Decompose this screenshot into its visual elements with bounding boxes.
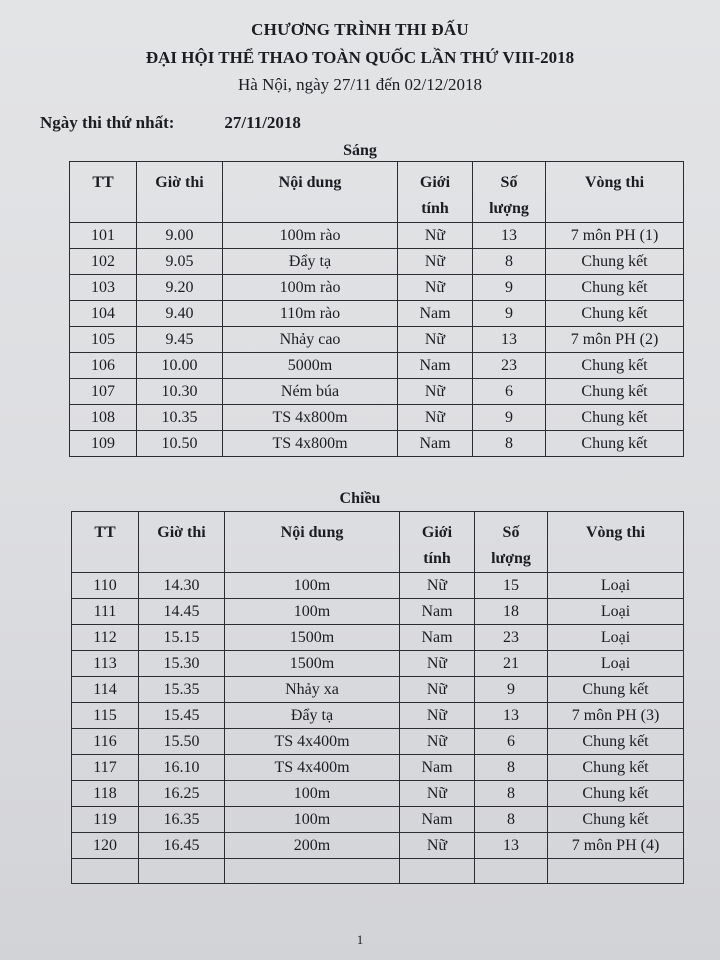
cell-count: 8: [473, 249, 546, 275]
cell-count: 13: [473, 327, 546, 353]
cell-gender: Nam: [398, 431, 473, 457]
col-count: Số lượng: [475, 512, 548, 573]
cell-time: 9.45: [137, 327, 223, 353]
day-date: 27/11/2018: [224, 113, 301, 132]
table-row: [72, 677, 684, 703]
cell-time: 10.50: [137, 431, 223, 457]
cell-time: 16.45: [139, 833, 225, 859]
cell-tt: 109: [70, 431, 137, 457]
cell-count: 8: [473, 431, 546, 457]
cell-time: 16.35: [139, 807, 225, 833]
cell-round: Loại: [548, 625, 684, 651]
table-row: [70, 249, 684, 275]
cell-event: 110m rào: [223, 301, 398, 327]
cell-gender: Nữ: [398, 223, 473, 249]
cell-round: Loại: [548, 651, 684, 677]
document-title: CHƯƠNG TRÌNH THI ĐẤU: [251, 20, 469, 39]
cell-count: 6: [473, 379, 546, 405]
col-count: Số lượng: [473, 162, 546, 223]
cell-count: 9: [473, 301, 546, 327]
cell-count: 15: [475, 573, 548, 599]
table-row: [70, 301, 684, 327]
cell-time: 10.30: [137, 379, 223, 405]
cell-time: 14.45: [139, 599, 225, 625]
cell-tt: 101: [70, 223, 137, 249]
cell-gender: Nữ: [398, 327, 473, 353]
cell-gender: Nữ: [400, 729, 475, 755]
cell-tt: 118: [72, 781, 139, 807]
cell-event: Đẩy tạ: [225, 703, 400, 729]
cell-count: 9: [473, 275, 546, 301]
cell-event: Ném búa: [223, 379, 398, 405]
cell-event: 100m: [225, 807, 400, 833]
cell-event: 100m: [225, 781, 400, 807]
cell-round: 7 môn PH (2): [546, 327, 684, 353]
cell-round: Chung kết: [548, 781, 684, 807]
cell-gender: Nữ: [398, 405, 473, 431]
cell-gender: Nữ: [400, 781, 475, 807]
cell-round: 7 môn PH (3): [548, 703, 684, 729]
table-row: [72, 599, 684, 625]
event-name: ĐẠI HỘI THỂ THAO TOÀN QUỐC LẦN THỨ VIII-2018: [145, 48, 575, 67]
afternoon-schedule-table: [71, 511, 684, 884]
cell-gender: Nữ: [400, 573, 475, 599]
cell-tt: 106: [70, 353, 137, 379]
col-event: Nội dung: [223, 162, 398, 223]
cell-round: Loại: [548, 599, 684, 625]
col-tt: TT: [70, 162, 137, 223]
cell-round: 7 môn PH (1): [546, 223, 684, 249]
cell-gender: Nam: [400, 807, 475, 833]
cell-round: Chung kết: [546, 405, 684, 431]
cell-gender: Nam: [400, 625, 475, 651]
table-row: [70, 223, 684, 249]
cell-gender: Nữ: [400, 651, 475, 677]
cell-event: 100m rào: [223, 223, 398, 249]
cell-event: 100m: [225, 573, 400, 599]
cell-round: 7 môn PH (4): [548, 833, 684, 859]
cell-round: Chung kết: [546, 353, 684, 379]
table-row: [72, 833, 684, 859]
cell-tt: 103: [70, 275, 137, 301]
cell-count: 21: [475, 651, 548, 677]
cell-count: 8: [475, 781, 548, 807]
table-header-row: [70, 162, 684, 223]
cell-tt: 119: [72, 807, 139, 833]
cell-gender: Nữ: [398, 379, 473, 405]
cell-count: 8: [475, 807, 548, 833]
col-time: Giờ thi: [139, 512, 225, 573]
table-row: [72, 625, 684, 651]
col-round: Vòng thi: [546, 162, 684, 223]
table-row: [70, 275, 684, 301]
cell-tt: 120: [72, 833, 139, 859]
table-row: [70, 379, 684, 405]
cell-count: 9: [473, 405, 546, 431]
cell-count: 8: [475, 755, 548, 781]
cell-count: 13: [473, 223, 546, 249]
col-round: Vòng thi: [548, 512, 684, 573]
cell-round: Chung kết: [548, 729, 684, 755]
cell-round: Chung kết: [548, 677, 684, 703]
cell-round: Loại: [548, 573, 684, 599]
cell-count: 23: [473, 353, 546, 379]
table-row: [72, 573, 684, 599]
cell-gender: Nam: [398, 301, 473, 327]
cell-round: Chung kết: [546, 249, 684, 275]
cell-time: 14.30: [139, 573, 225, 599]
cell-time: 10.35: [137, 405, 223, 431]
cell-round: Chung kết: [546, 431, 684, 457]
cell-event: 1500m: [225, 625, 400, 651]
cell-event: Nhảy cao: [223, 327, 398, 353]
cell-event: Nhảy xa: [225, 677, 400, 703]
cell-gender: Nam: [400, 599, 475, 625]
cell-time: 10.00: [137, 353, 223, 379]
cell-event: 100m rào: [223, 275, 398, 301]
col-gender: Giới tính: [400, 512, 475, 573]
cell-tt: 108: [70, 405, 137, 431]
cell-tt: 110: [72, 573, 139, 599]
table-row: [72, 703, 684, 729]
cell-time: 15.50: [139, 729, 225, 755]
table-row: [72, 729, 684, 755]
cell-event: Đẩy tạ: [223, 249, 398, 275]
cell-time: 15.45: [139, 703, 225, 729]
cell-time: 16.25: [139, 781, 225, 807]
cell-time: 9.05: [137, 249, 223, 275]
cell-tt: 112: [72, 625, 139, 651]
col-gender: Giới tính: [398, 162, 473, 223]
cell-time: 15.30: [139, 651, 225, 677]
table-row: [70, 405, 684, 431]
cell-gender: Nữ: [398, 249, 473, 275]
cell-round: Chung kết: [546, 301, 684, 327]
cell-time: 9.20: [137, 275, 223, 301]
cell-time: 9.40: [137, 301, 223, 327]
cell-time: 15.15: [139, 625, 225, 651]
cell-tt: 117: [72, 755, 139, 781]
afternoon-rows: [72, 573, 684, 859]
cell-round: Chung kết: [548, 755, 684, 781]
location-dates: Hà Nội, ngày 27/11 đến 02/12/2018: [238, 75, 482, 94]
cell-time: 9.00: [137, 223, 223, 249]
cell-tt: 116: [72, 729, 139, 755]
table-row: [70, 431, 684, 457]
cell-tt: 114: [72, 677, 139, 703]
cell-event: 1500m: [225, 651, 400, 677]
morning-rows: [70, 223, 684, 457]
cell-round: Chung kết: [548, 807, 684, 833]
cell-tt: 105: [70, 327, 137, 353]
cell-round: Chung kết: [546, 275, 684, 301]
cell-time: 15.35: [139, 677, 225, 703]
morning-schedule-table: [69, 161, 684, 457]
cell-gender: Nữ: [400, 833, 475, 859]
page-number: 1: [356, 932, 364, 947]
cell-gender: Nam: [400, 755, 475, 781]
cell-count: 6: [475, 729, 548, 755]
day-label: Ngày thi thứ nhất:: [40, 113, 175, 132]
cell-tt: 104: [70, 301, 137, 327]
table-row: [72, 755, 684, 781]
empty-row: [72, 859, 684, 884]
table-row: [70, 327, 684, 353]
cell-count: 13: [475, 703, 548, 729]
cell-event: TS 4x400m: [225, 729, 400, 755]
cell-count: 9: [475, 677, 548, 703]
cell-count: 18: [475, 599, 548, 625]
table-row: [72, 781, 684, 807]
table-row: [72, 651, 684, 677]
col-time: Giờ thi: [137, 162, 223, 223]
cell-count: 13: [475, 833, 548, 859]
cell-gender: Nữ: [398, 275, 473, 301]
cell-tt: 115: [72, 703, 139, 729]
col-tt: TT: [72, 512, 139, 573]
cell-event: 5000m: [223, 353, 398, 379]
table-row: [72, 807, 684, 833]
cell-event: 200m: [225, 833, 400, 859]
cell-gender: Nam: [398, 353, 473, 379]
cell-tt: 113: [72, 651, 139, 677]
cell-count: 23: [475, 625, 548, 651]
table-header-row: [72, 512, 684, 573]
cell-gender: Nữ: [400, 703, 475, 729]
cell-tt: 107: [70, 379, 137, 405]
cell-event: TS 4x800m: [223, 405, 398, 431]
cell-round: Chung kết: [546, 379, 684, 405]
cell-event: 100m: [225, 599, 400, 625]
cell-event: TS 4x800m: [223, 431, 398, 457]
cell-event: TS 4x400m: [225, 755, 400, 781]
cell-tt: 102: [70, 249, 137, 275]
cell-gender: Nữ: [400, 677, 475, 703]
cell-time: 16.10: [139, 755, 225, 781]
competition-day: [40, 113, 301, 133]
morning-session-title: Sáng: [343, 142, 377, 159]
col-event: Nội dung: [225, 512, 400, 573]
cell-tt: 111: [72, 599, 139, 625]
afternoon-session-title: Chiều: [339, 490, 381, 507]
table-row: [70, 353, 684, 379]
